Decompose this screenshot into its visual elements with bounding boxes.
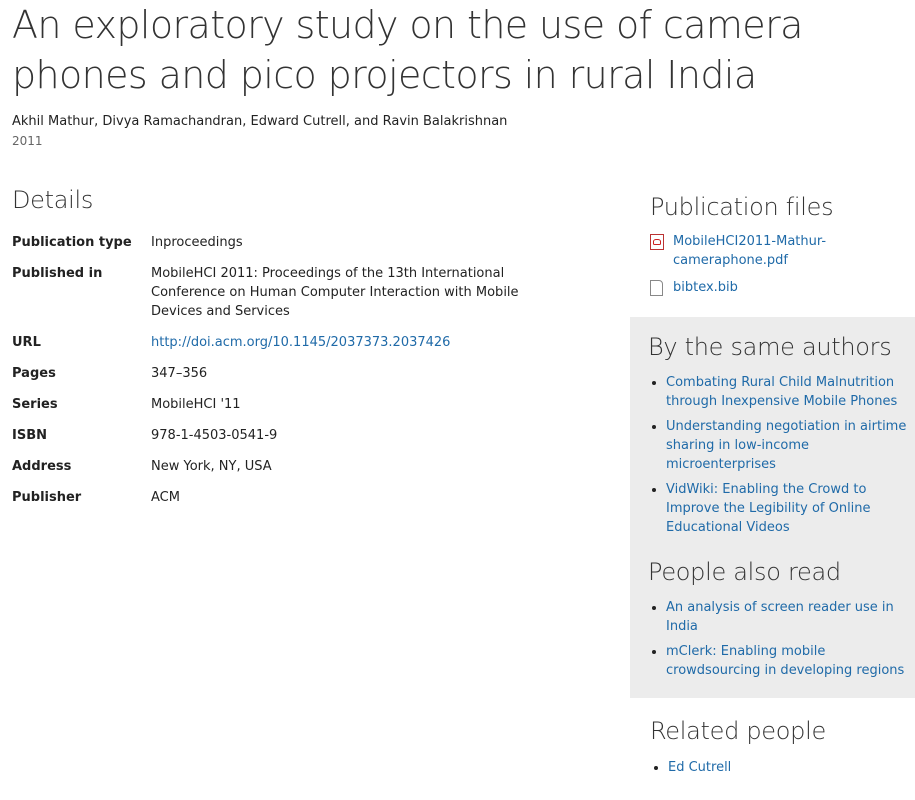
detail-row-isbn <box>12 426 542 445</box>
list-item <box>666 642 915 680</box>
detail-row-publisher <box>12 488 542 507</box>
detail-label: Publisher <box>12 490 82 505</box>
list-item <box>668 758 915 777</box>
detail-value: Inproceedings <box>151 235 243 250</box>
detail-row-publication-type <box>12 233 542 252</box>
related-people-list <box>650 758 915 777</box>
people-also-read-heading: People also read <box>648 558 841 586</box>
sidebar-panel <box>630 317 915 698</box>
page-title: An exploratory study on the use of camera phones and pico projectors in rural India <box>12 3 803 97</box>
detail-row-url <box>12 333 542 352</box>
detail-label: Address <box>12 459 72 474</box>
pdf-icon <box>650 234 664 250</box>
detail-row-published-in <box>12 264 542 321</box>
file-item-pdf <box>650 232 915 270</box>
related-people-section <box>650 716 915 783</box>
pdf-file-link[interactable]: MobileHCI2011-Mathur-cameraphone.pdf <box>673 234 827 268</box>
detail-row-address <box>12 457 542 476</box>
detail-value: MobileHCI '11 <box>151 397 241 412</box>
details-table <box>12 233 542 519</box>
authors: Akhil Mathur, Divya Ramachandran, Edward Cutrell, and Ravin Balakrishnan <box>12 114 508 129</box>
detail-label: Published in <box>12 266 103 281</box>
detail-row-series <box>12 395 542 414</box>
detail-value: 978-1-4503-0541-9 <box>151 428 278 443</box>
detail-label: URL <box>12 335 41 350</box>
list-item <box>666 417 915 474</box>
same-author-link[interactable]: Combating Rural Child Malnutrition through Inexpensive Mobile Phones <box>666 375 898 409</box>
list-item <box>666 373 915 411</box>
detail-value: MobileHCI 2011: Proceedings of the 13th International Conference on Human Computer Interaction with Mobile Devices and Services <box>151 266 519 319</box>
related-person-link[interactable]: Ed Cutrell <box>668 760 732 775</box>
detail-label: Series <box>12 397 58 412</box>
publication-files-heading: Publication files <box>650 193 834 221</box>
document-icon <box>650 280 663 296</box>
detail-label: Publication type <box>12 235 132 250</box>
publication-files-section <box>650 192 915 302</box>
publication-year: 2011 <box>12 134 43 148</box>
also-read-link[interactable]: mClerk: Enabling mobile crowdsourcing in developing regions <box>666 644 905 678</box>
related-people-heading: Related people <box>650 717 826 745</box>
same-author-link[interactable]: VidWiki: Enabling the Crowd to Improve the Legibility of Online Educational Videos <box>666 482 871 535</box>
detail-value: 347–356 <box>151 366 208 381</box>
doi-link[interactable]: http://doi.acm.org/10.1145/2037373.2037426 <box>151 335 451 350</box>
list-item <box>666 598 915 636</box>
same-authors-list <box>648 373 915 543</box>
file-item-bib <box>650 278 915 302</box>
same-authors-heading: By the same authors <box>648 333 892 361</box>
detail-row-pages <box>12 364 542 383</box>
people-also-read-list <box>648 598 915 686</box>
list-item <box>666 480 915 537</box>
detail-value: New York, NY, USA <box>151 459 272 474</box>
detail-value: ACM <box>151 490 180 505</box>
bibtex-file-link[interactable]: bibtex.bib <box>673 280 738 295</box>
same-author-link[interactable]: Understanding negotiation in airtime sharing in low-income microenterprises <box>666 419 907 472</box>
detail-label: Pages <box>12 366 56 381</box>
details-heading: Details <box>12 186 94 214</box>
detail-label: ISBN <box>12 428 47 443</box>
also-read-link[interactable]: An analysis of screen reader use in India <box>666 600 894 634</box>
